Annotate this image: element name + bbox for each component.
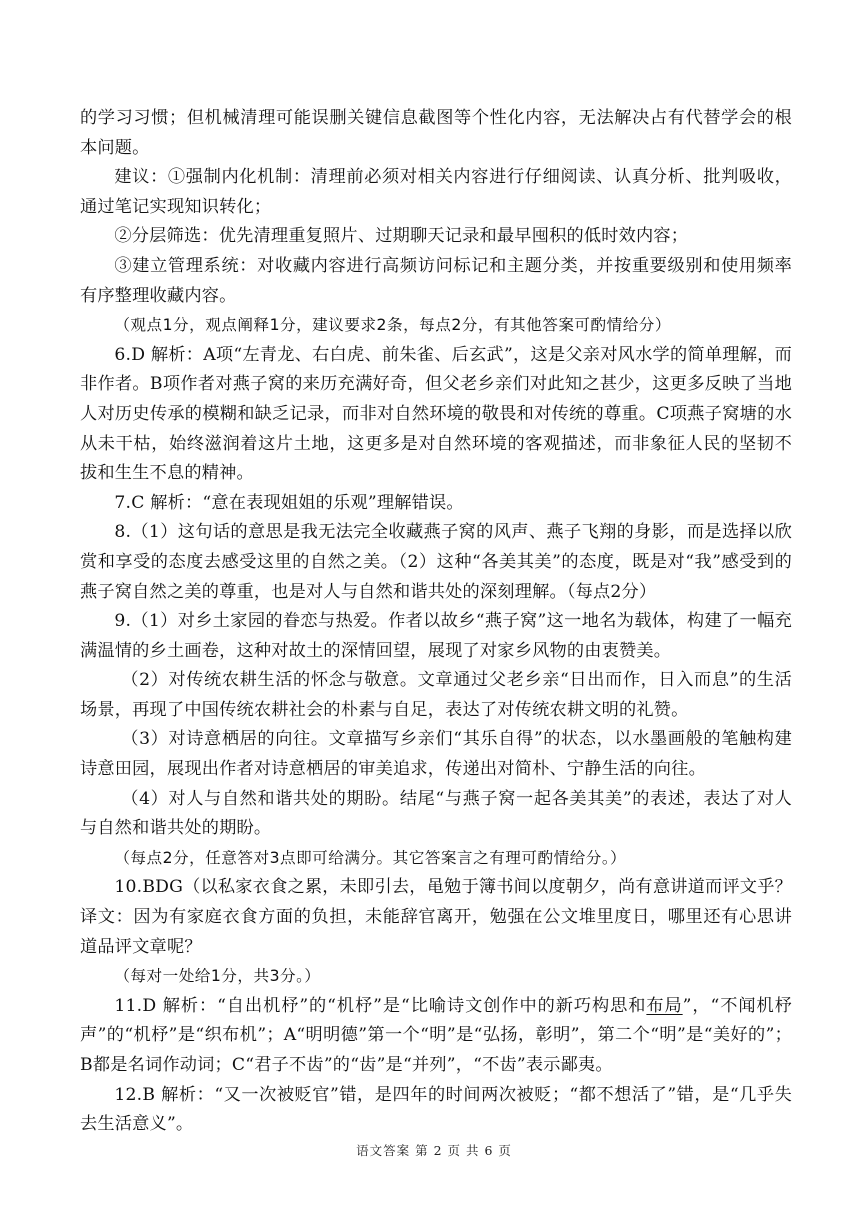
page-footer: 语文答案 第 2 页 共 6 页 bbox=[356, 1143, 512, 1158]
answer-10: 10.BDG（以私家衣食之累，未即引去，黾勉于簿书间以度朝夕，尚有意讲道而评文乎？译文：因为有家庭衣食方面的负担，未能辞官离开，勉强在公文堆里度日，哪里还有心思讲道品评文章呢？ bbox=[80, 877, 792, 957]
answer-11-text-a: 11.D 解析：“自出机杼”的“机杼”是“比喻诗文创作中的新巧构思和 bbox=[114, 995, 647, 1016]
answer-7: 7.C 解析：“意在表现姐姐的乐观”理解错误。 bbox=[114, 492, 464, 513]
scoring-note-10: （每对一处给1分，共3分。） bbox=[114, 967, 321, 986]
paragraph-continuation: 的学习习惯；但机械清理可能误删关键信息截图等个性化内容，无法解决占有代替学会的根本问题。 bbox=[80, 108, 792, 158]
suggestion-2: ②分层筛选：优先清理重复照片、过期聊天记录和最早囤积的低时效内容； bbox=[114, 226, 689, 247]
answer-11-underlined: 布局 bbox=[646, 995, 683, 1016]
answer-9-point-1: 9.（1）对乡土家园的眷恋与热爱。作者以故乡“燕子窝”这一地名为载体，构建了一幅充满温情的乡土画卷，这种对故土的深情回望，展现了对家乡风物的由衷赞美。 bbox=[80, 611, 792, 661]
suggestion-3: ③建立管理系统：对收藏内容进行高频访问标记和主题分类，并按重要级别和使用频率有序整理收藏内容。 bbox=[80, 255, 792, 306]
suggestion-intro: 建议：①强制内化机制：清理前必须对相关内容进行仔细阅读、认真分析、批判吸收，通过笔记实现知识转化； bbox=[80, 167, 792, 217]
answer-9-point-3: （3）对诗意栖居的向往。文章描写乡亲们“其乐自得”的状态，以水墨画般的笔触构建诗意田园，展现出作者对诗意栖居的审美追求，传递出对简朴、宁静生活的向往。 bbox=[80, 729, 792, 780]
scoring-note-5: （观点1分，观点阐释1分，建议要求2条，每点2分，有其他答案可酌情给分） bbox=[114, 316, 671, 335]
answer-12: 12.B 解析：“又一次被贬官”错，是四年的时间两次被贬；“都不想活了”错，是“几乎失去生活意义”。 bbox=[80, 1084, 792, 1135]
answer-6: 6.D 解析：A项“左青龙、右白虎、前朱雀、后玄武”，这是父亲对风水学的简单理解，而非作者。B项作者对燕子窝的来历充满好奇，但父老乡亲们对此知之甚少，这更多反映了当地人对历史传承的模糊和缺乏记录，而非对自然环境的敬畏和对传统的尊重。C项燕子窝塘的水从未干枯，始终滋润着这片土地，这更多是对自然环境的客观描述，而非象征人民的坚韧不拔和生生不息的精神。 bbox=[80, 344, 792, 484]
answer-9-point-2: （2）对传统农耕生活的怀念与敬意。文章通过父老乡亲“日出而作，日入而息”的生活场景，再现了中国传统农耕社会的朴素与自足，表达了对传统农耕文明的礼赞。 bbox=[80, 670, 792, 720]
scoring-note-9: （每点2分，任意答对3点即可给满分。其它答案言之有理可酌情给分。） bbox=[114, 848, 627, 867]
answer-11 bbox=[80, 992, 792, 1081]
answer-8: 8.（1）这句话的意思是我无法完全收藏燕子窝的风声、燕子飞翔的身影，而是选择以欣赏和享受的态度去感受这里的自然之美。（2）这种“各美其美”的态度，既是对“我”感受到的燕子窝自然之美的尊重，也是对人与自然和谐共处的深刻理解。（每点2分） bbox=[80, 522, 792, 602]
answer-9-point-4: （4）对人与自然和谐共处的期盼。结尾“与燕子窝一起各美其美”的表述，表达了对人与自然和谐共处的期盼。 bbox=[80, 788, 792, 839]
answer-11-text-b: ”，“不闻机杼声”的“机杼”是“织布机”；A“明明德”第一个“明”是“弘扬，彰明”，第二个“明”是“美好的”；B都是名词作动词；C“君子不齿”的“齿”是“并列”，“不齿”表示鄙夷。 bbox=[80, 995, 792, 1075]
